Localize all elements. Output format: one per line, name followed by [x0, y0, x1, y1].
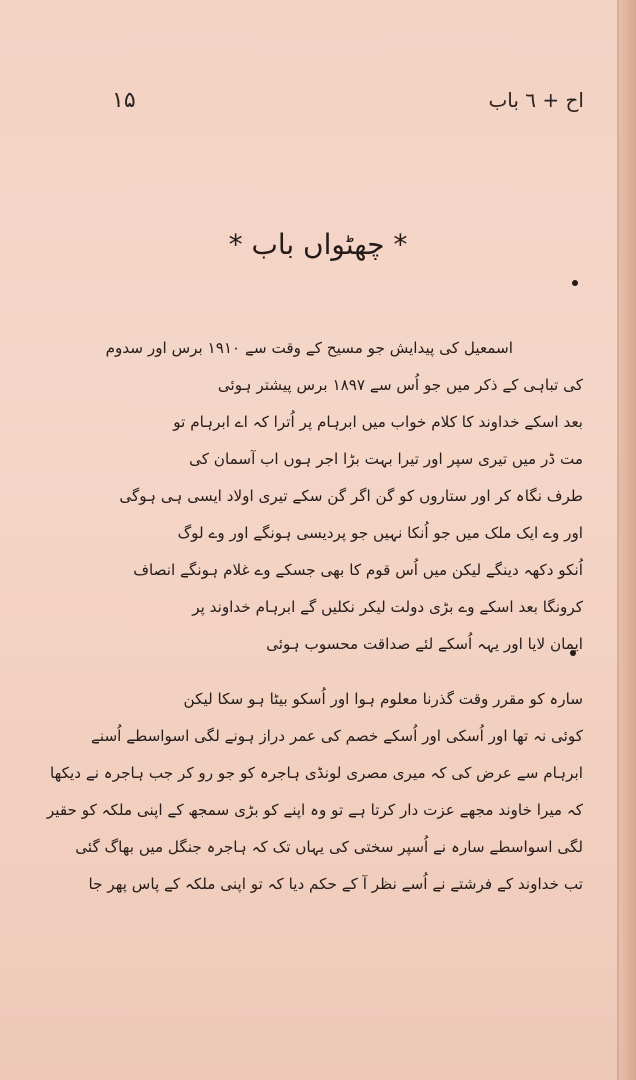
text-line: کرونگا بعد اسکے وے بڑی دولت لیکر نکلیں گے ابرہام خداوند پر	[192, 598, 583, 616]
text-line: کی تباہی کے ذکر میں جو اُس سے ۱۸۹۷ برس پیشتر ہوئی	[217, 376, 583, 394]
text-line: ایمان لایا اور یہہ اُسکے لئے صداقت محسوب ہوئی	[266, 635, 583, 653]
text-line: اور وے ایک ملک میں جو اُنکا نہیں جو پردیسی ہونگے اور وے لوگ	[177, 524, 583, 542]
chapter-title: * چھٹواں باب *	[228, 228, 408, 261]
running-head: اح + ٦ باب	[488, 88, 584, 112]
text-line: مت ڈر میں تیری سپر اور تیرا بہت بڑا اجر ہوں اب آسمان کی	[189, 450, 583, 468]
text-line: اسمعیل کی پیدایش جو مسیح کے وقت سے ۱۹۱۰ برس اور سدوم	[105, 339, 513, 357]
text-line: کوئی نہ تھا اور اُسکی اور اُسکے خصم کی عمر دراز ہونے لگی اسواسطے اُسنے	[90, 727, 583, 745]
text-line: بعد اسکے خداوند کا کلام خواب میں ابرہام پر اُترا کہ اے ابرہام تو	[173, 413, 583, 431]
page-header	[100, 88, 606, 118]
page-edge	[618, 0, 636, 1080]
text-line: طرف نگاہ کر اور ستاروں کو گن اگر گن سکے تیری اولاد ایسی ہی ہوگی	[119, 487, 583, 505]
text-line: سارہ کو مقرر وقت گذرنا معلوم ہوا اور اُسکو بیٹا ہو سکا لیکن	[183, 690, 583, 708]
text-line: اُنکو دکھہ دینگے لیکن میں اُس قوم کا بھی جسکے وے غلام ہونگے انصاف	[133, 561, 583, 579]
ink-dot	[572, 280, 578, 286]
page-number: ۱۵	[112, 88, 136, 113]
text-line: تب خداوند کے فرشتے نے اُسے نظر آ کے حکم دیا کہ تو اپنی ملکہ کے پاس پھر جا	[88, 875, 583, 893]
text-line: لگی اسواسطے سارہ نے اُسپر سختی کی یہاں تک کہ ہاجرہ جنگل میں بھاگ گئی	[75, 838, 583, 856]
page-margin-line	[617, 0, 619, 1080]
text-line: کہ میرا خاوند مجھے عزت دار کرتا ہے تو وہ اپنے کو بڑی سمجھ کے اپنی ملکہ کو حقیر	[46, 801, 583, 819]
text-line: ابرہام سے عرض کی کہ میری مصری لونڈی ہاجرہ کو جو رو کر جب ہاجرہ نے دیکھا	[50, 764, 583, 782]
body-text	[46, 330, 583, 903]
